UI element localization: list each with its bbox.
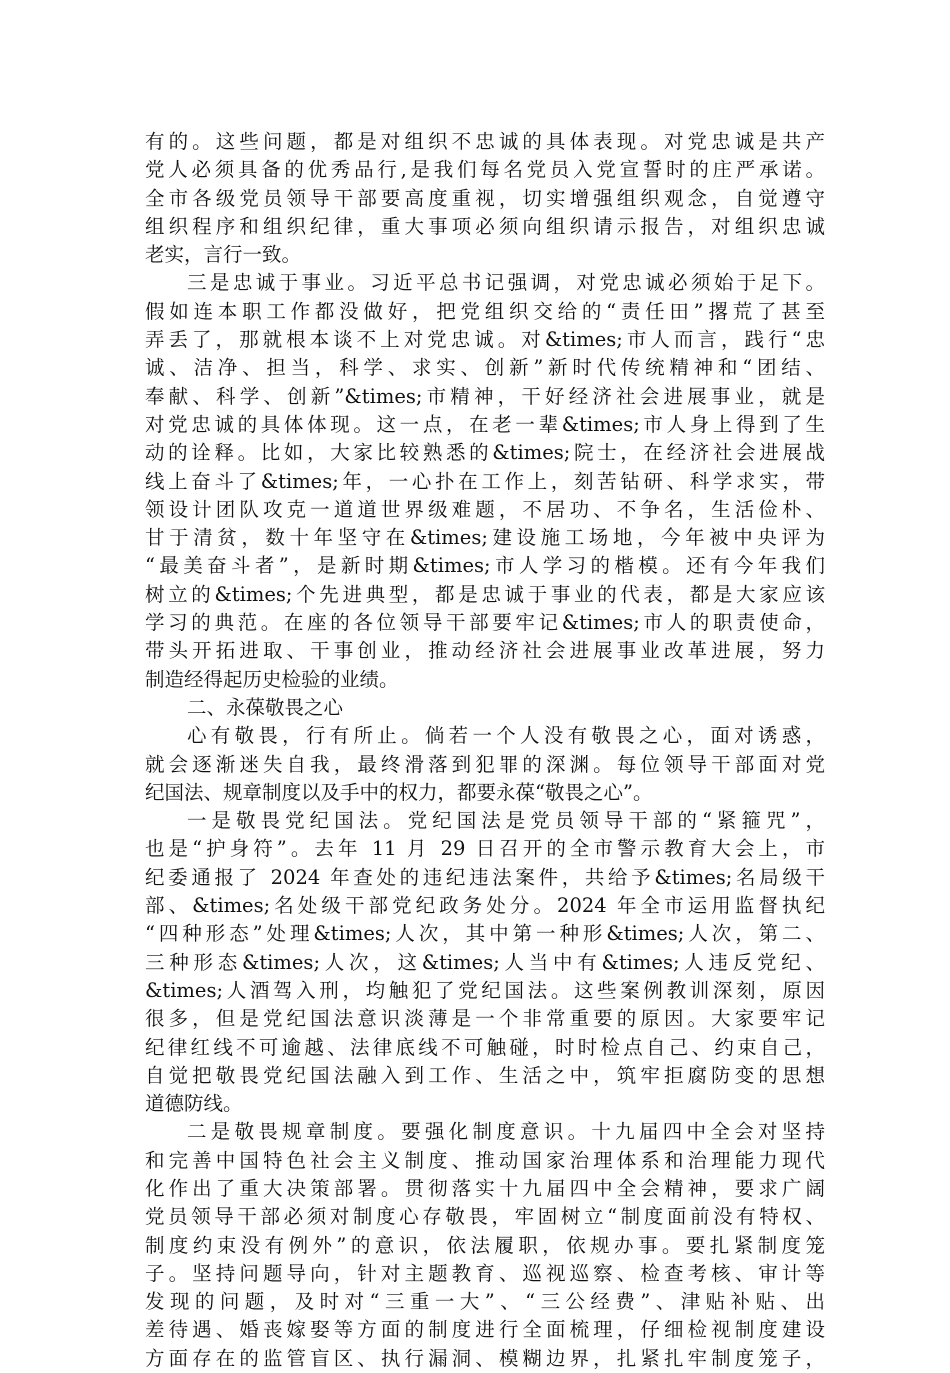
text-line: 诚、洁净、担当，科学、求实、创新”新时代传统精神和“团结、 <box>145 356 825 380</box>
text-line: 二是敬畏规章制度。要强化制度意识。十九届四中全会对坚持 <box>187 1120 825 1144</box>
text-line: 纪委通报了 2024 年查处的违纪违法案件，共给予&times;名局级干 <box>145 865 825 889</box>
text-line: “四种形态”处理&times;人次，其中第一种形&times;人次，第二、 <box>145 922 825 946</box>
text-line: 对党忠诚的具体体现。这一点，在老一辈&times;市人身上得到了生 <box>145 412 825 436</box>
text-line: 方面存在的监管盲区、执行漏洞、模糊边界，扎紧扎牢制度笼子， <box>145 1346 825 1370</box>
text-line: 和完善中国特色社会主义制度、推动国家治理体系和治理能力现代 <box>145 1148 825 1172</box>
text-line: “最美奋斗者”，是新时期&times;市人学习的楷模。还有今年我们 <box>145 554 825 578</box>
text-line: 制造经得起历史检验的业绩。 <box>145 667 399 691</box>
text-line: 老实，言行一致。 <box>145 243 302 267</box>
text-line: 党员领导干部必须对制度心存敬畏，牢固树立“制度面前没有特权、 <box>145 1205 825 1229</box>
text-line: 三种形态&times;人次，这&times;人当中有&times;人违反党纪、 <box>145 950 825 974</box>
text-line: 组织程序和组织纪律，重大事项必须向组织请示报告，对组织忠诚 <box>145 214 825 238</box>
text-line: 化作出了重大决策部署。贯彻落实十九届四中全会精神，要求广阔 <box>145 1176 825 1200</box>
text-line: 二、永葆敬畏之心 <box>187 695 344 719</box>
text-line: 奉献、科学、创新”&times;市精神，干好经济社会进展事业，就是 <box>145 384 825 408</box>
text-line: 领设计团队攻克一道道世界级难题，不居功、不争名，生活俭朴、 <box>145 497 825 521</box>
text-line: 一是敬畏党纪国法。党纪国法是党员领导干部的“紧箍咒”， <box>187 809 825 833</box>
text-line: 线上奋斗了&times;年，一心扑在工作上，刻苦钻研、科学求实，带 <box>145 469 825 493</box>
text-line: 道德防线。 <box>145 1092 243 1116</box>
text-line: 纪律红线不可逾越、法律底线不可触碰，时时检点自己、约束自己， <box>145 1035 825 1059</box>
text-line: 也是“护身符”。去年 11 月 29 日召开的全市警示教育大会上，市 <box>145 837 825 861</box>
text-line: 就会逐渐迷失自我，最终滑落到犯罪的深渊。每位领导干部面对党 <box>145 752 825 776</box>
text-line: 子。坚持问题导向，针对主题教育、巡视巡察、检查考核、审计等 <box>145 1261 825 1285</box>
text-line: 弄丢了，那就根本谈不上对党忠诚。对&times;市人而言，践行“忠 <box>145 328 825 352</box>
text-line: 三是忠诚于事业。习近平总书记强调，对党忠诚必须始于足下。 <box>187 271 825 295</box>
text-line: 动的诠释。比如，大家比较熟悉的&times;院士，在经济社会进展战 <box>145 441 825 465</box>
text-line: 部、&times;名处级干部党纪政务处分。2024 年全市运用监督执纪 <box>145 894 825 918</box>
text-line: 全市各级党员领导干部要高度重视，切实增强组织观念，自觉遵守 <box>145 186 825 210</box>
text-line: 自觉把敬畏党纪国法融入到工作、生活之中，筑牢拒腐防变的思想 <box>145 1063 825 1087</box>
text-line: 带头开拓进取、干事创业，推动经济社会进展事业改革进展，努力 <box>145 639 825 663</box>
text-line: 很多，但是党纪国法意识淡薄是一个非常重要的原因。大家要牢记 <box>145 1007 825 1031</box>
text-line: 有的。这些问题，都是对组织不忠诚的具体表现。对党忠诚是共产 <box>145 130 825 153</box>
text-line: 制度约束没有例外”的意识，依法履职，依规办事。要扎紧制度笼 <box>145 1233 825 1257</box>
text-line: 党人必须具备的优秀品行,是我们每名党员入党宣誓时的庄严承诺。 <box>145 158 825 182</box>
text-line: 树立的&times;个先进典型，都是忠诚于事业的代表，都是大家应该 <box>145 582 825 606</box>
text-line: 发现的问题，及时对“三重一大”、“三公经费”、津贴补贴、出 <box>145 1290 825 1314</box>
document-page <box>145 128 825 1373</box>
text-line: 假如连本职工作都没做好，把党组织交给的“责任田”撂荒了甚至 <box>145 299 825 323</box>
text-line: 甘于清贫，数十年坚守在&times;建设施工场地，今年被中央评为 <box>145 526 825 550</box>
text-line: 心有敬畏，行有所止。倘若一个人没有敬畏之心，面对诱惑， <box>187 724 825 748</box>
text-line: 纪国法、规章制度以及手中的权力，都要永葆“敬畏之心”。 <box>145 780 653 804</box>
text-line: 学习的典范。在座的各位领导干部要牢记&times;市人的职责使命， <box>145 611 825 635</box>
text-line: 差待遇、婚丧嫁娶等方面的制度进行全面梳理，仔细检视制度建设 <box>145 1318 825 1342</box>
text-line: &times;人酒驾入刑，均触犯了党纪国法。这些案例教训深刻，原因 <box>145 978 825 1002</box>
